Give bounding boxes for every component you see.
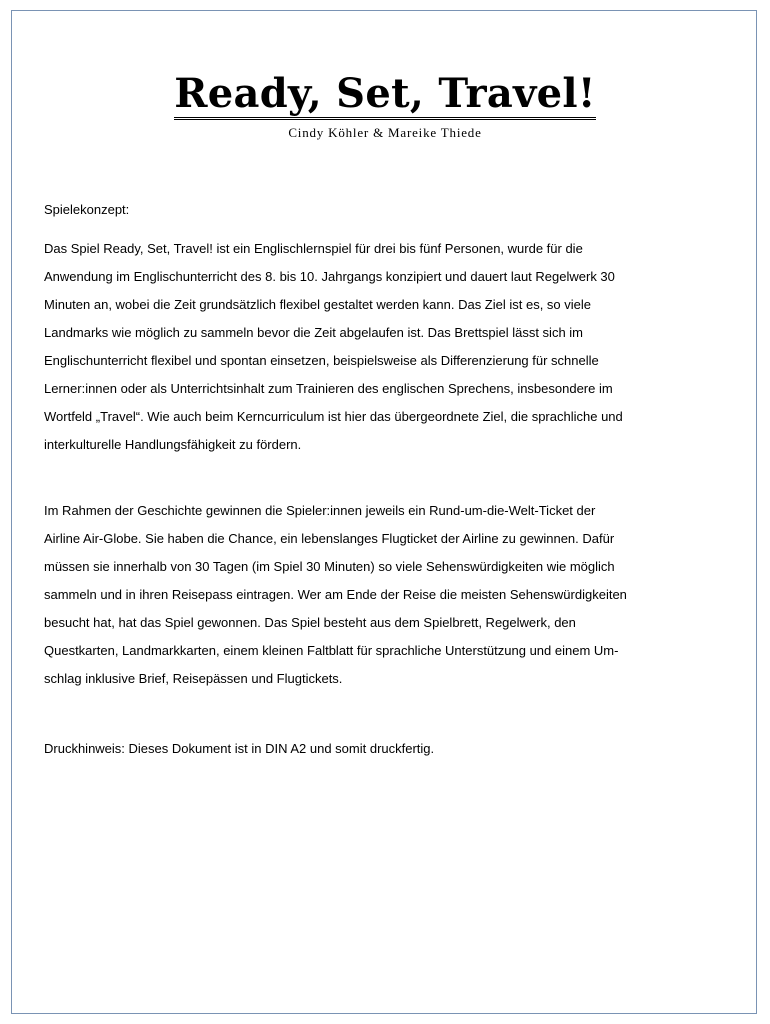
paragraph-line: Das Spiel Ready, Set, Travel! ist ein Englischlernspiel für drei bis fünf Personen, wurde für die (44, 241, 583, 256)
paragraph-line: Lerner:innen oder als Unterrichtsinhalt zum Trainieren des englischen Sprechens, insbesondere im (44, 381, 613, 396)
paragraph-line: Wortfeld „Travel“. Wie auch beim Kerncurriculum ist hier das übergeordnete Ziel, die sprachliche und (44, 409, 623, 424)
paragraph-line: Airline Air-Globe. Sie haben die Chance, ein lebenslanges Flugticket der Airline zu gewinnen. Dafür (44, 531, 615, 546)
paragraph-story (44, 497, 734, 693)
paragraph-line: sammeln und in ihren Reisepass eintragen. Wer am Ende der Reise die meisten Sehenswürdigkeiten (44, 587, 627, 602)
paragraph-game-concept (44, 235, 734, 459)
section-label: Spielekonzept: (44, 202, 130, 217)
paragraph-line: Im Rahmen der Geschichte gewinnen die Spieler:innen jeweils ein Rund-um-die-Welt-Ticket der (44, 503, 596, 518)
paragraph-line: interkulturelle Handlungsfähigkeit zu fördern. (44, 437, 302, 452)
paragraph-line: müssen sie innerhalb von 30 Tagen (im Spiel 30 Minuten) so viele Sehenswürdigkeiten wie möglich (44, 559, 615, 574)
paragraph-line: Minuten an, wobei die Zeit grundsätzlich flexibel gestaltet werden kann. Das Ziel ist es, so viele (44, 297, 592, 312)
document-title: Ready, Set, Travel! (174, 70, 596, 120)
paragraph-line: schlag inklusive Brief, Reisepässen und Flugtickets. (44, 671, 343, 686)
paragraph-line: Englischunterricht flexibel und spontan einsetzen, beispielsweise als Differenzierung für schnelle (44, 353, 599, 368)
document-authors: Cindy Köhler & Mareike Thiede (288, 125, 482, 140)
paragraph-line: Questkarten, Landmarkkarten, einem kleinen Faltblatt für sprachliche Unterstützung und einem Um- (44, 643, 619, 658)
paragraph-line: Anwendung im Englischunterricht des 8. bis 10. Jahrgangs konzipiert und dauert laut Regelwerk 30 (44, 269, 615, 284)
paragraph-line: Landmarks wie möglich zu sammeln bevor die Zeit abgelaufen ist. Das Brettspiel lässt sich im (44, 325, 584, 340)
document-title-container (0, 68, 770, 120)
paragraph-line: besucht hat, hat das Spiel gewonnen. Das Spiel besteht aus dem Spielbrett, Regelwerk, den (44, 615, 576, 630)
print-note: Druckhinweis: Dieses Dokument ist in DIN A2 und somit druckfertig. (44, 741, 435, 756)
